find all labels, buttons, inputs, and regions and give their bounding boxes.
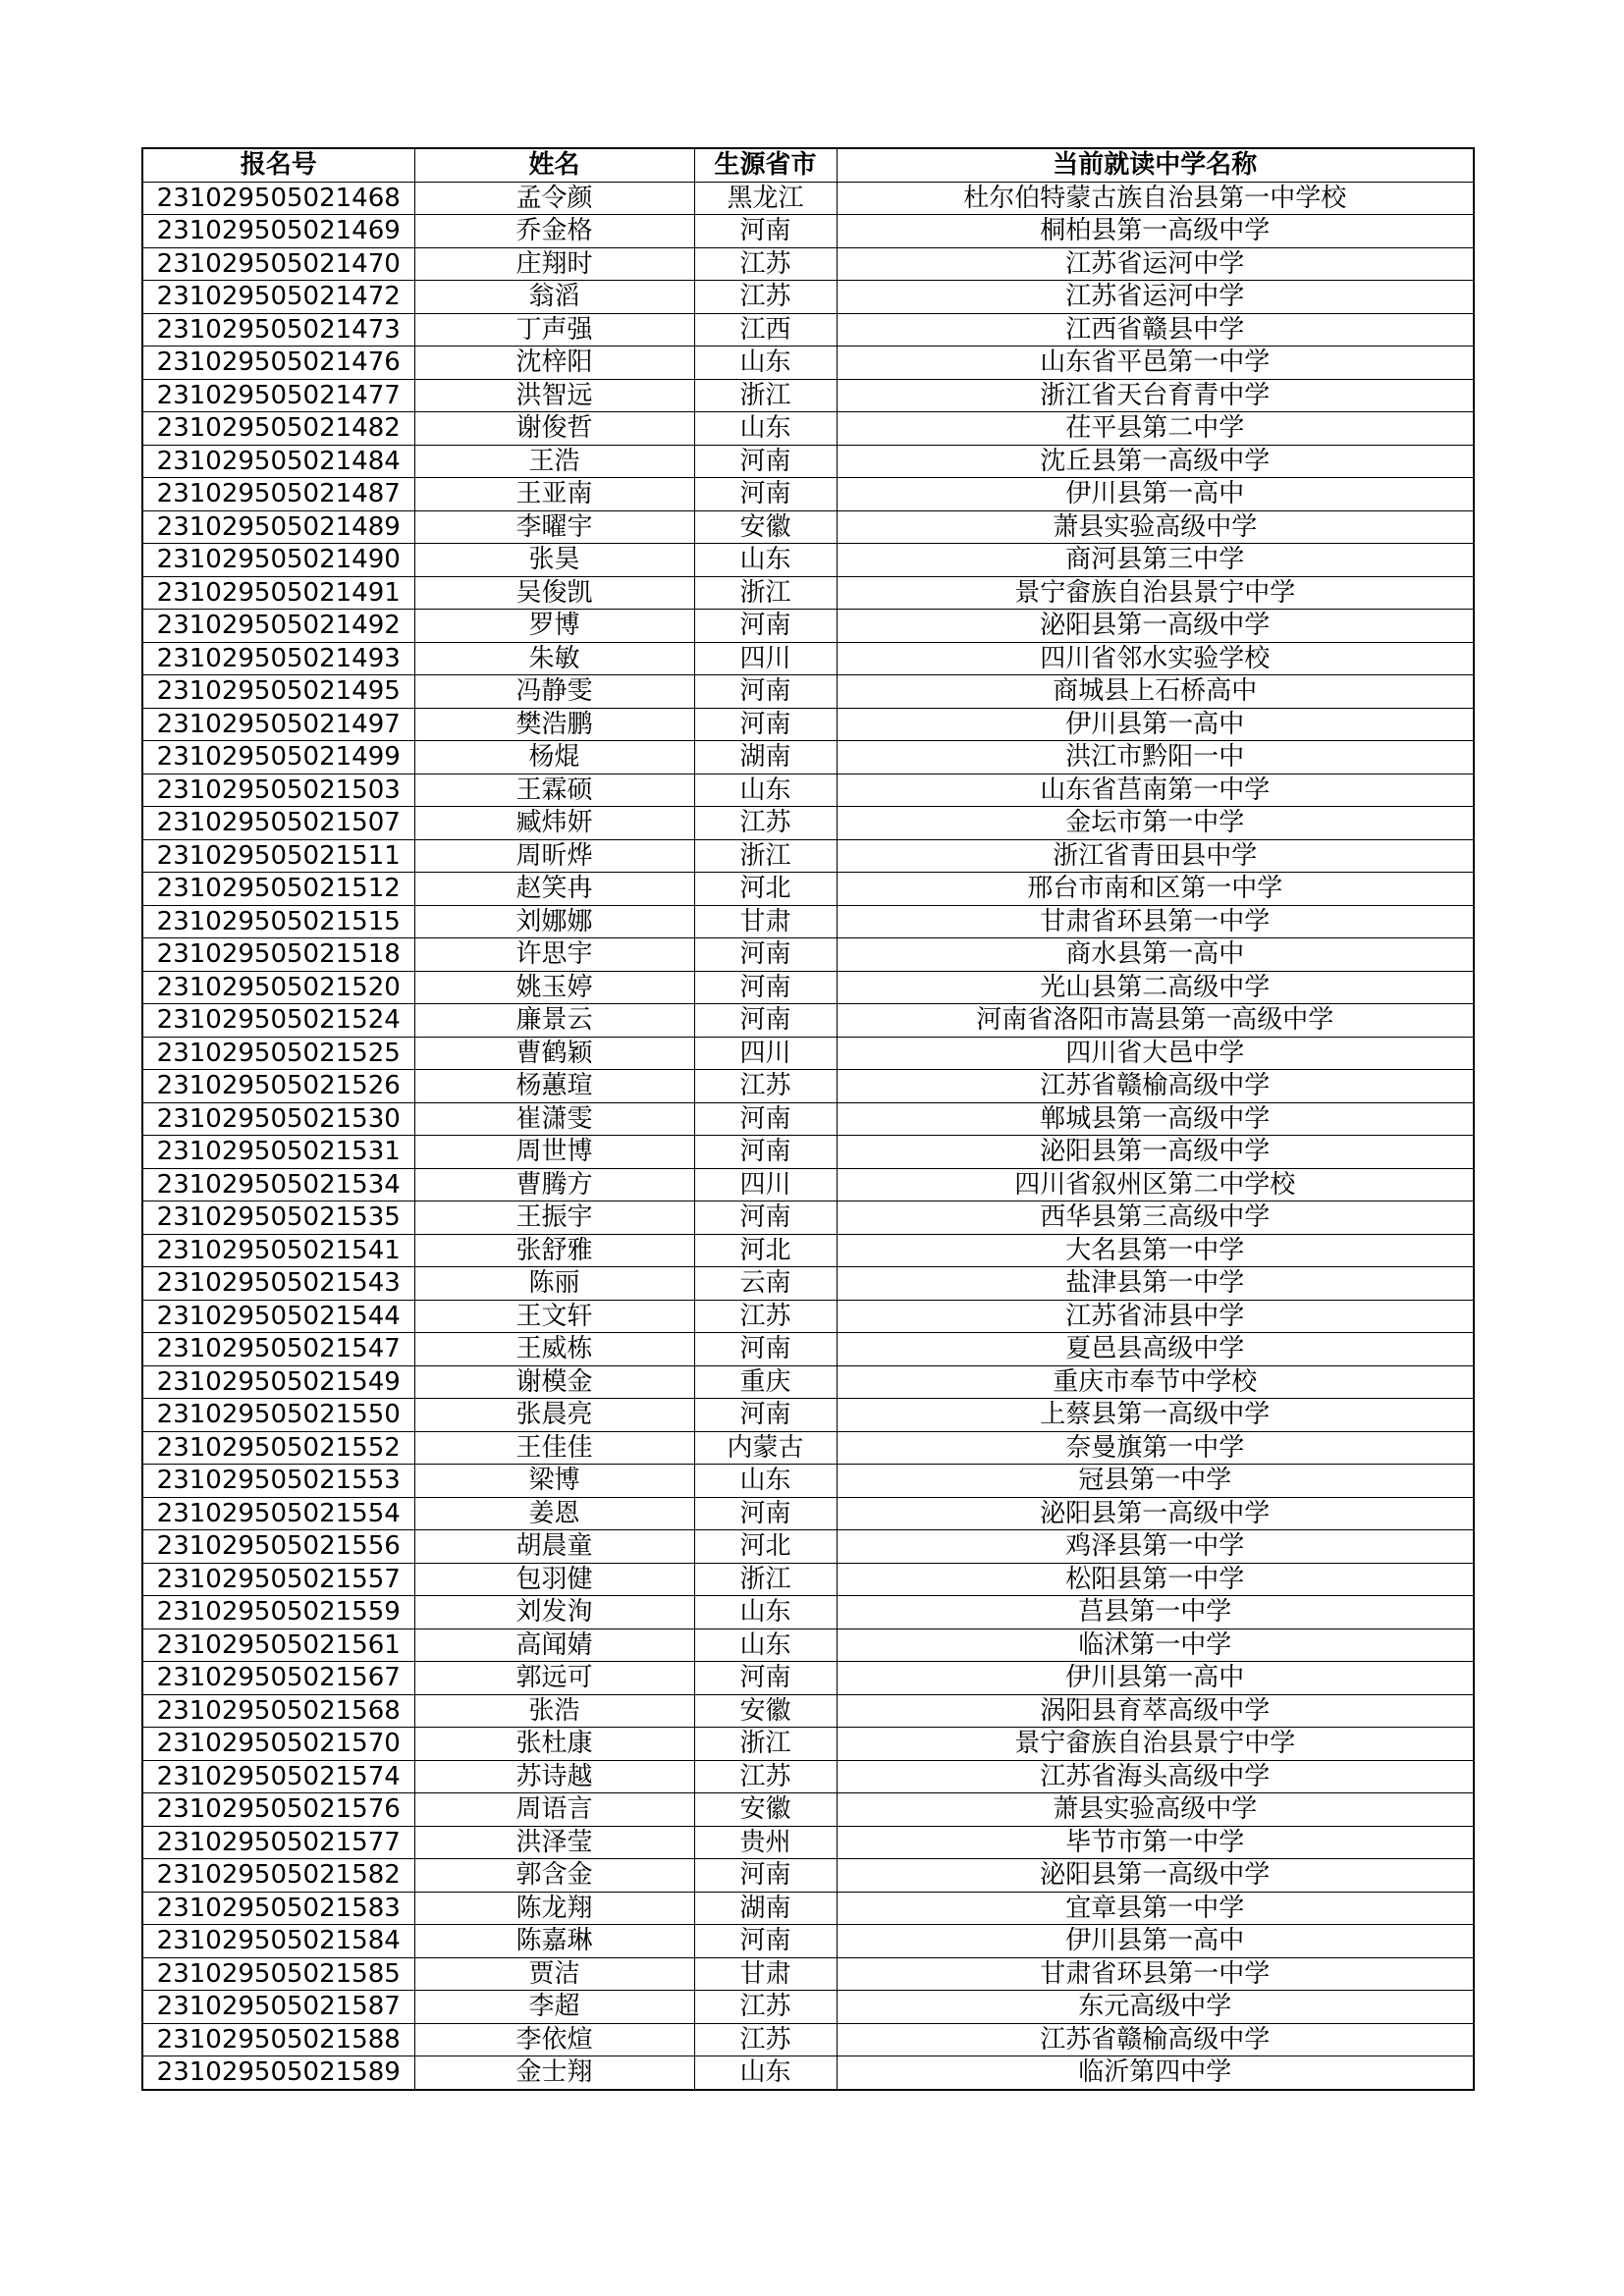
school-name-cell: 萧县实验高级中学 [837, 1793, 1474, 1827]
school-name-cell: 江苏省海头高级中学 [837, 1760, 1474, 1793]
registration-number-cell: 231029505021520 [142, 971, 414, 1004]
school-name-cell: 江苏省赣榆高级中学 [837, 1070, 1474, 1103]
table-row [142, 1629, 1474, 1662]
registration-number-cell: 231029505021561 [142, 1629, 414, 1662]
table-row [142, 347, 1474, 380]
table-row [142, 1300, 1474, 1333]
school-name-cell: 景宁畲族自治县景宁中学 [837, 1728, 1474, 1761]
student-name-cell: 周昕烨 [414, 839, 694, 873]
roster-body [142, 182, 1474, 2090]
table-row [142, 774, 1474, 807]
origin-province-cell: 内蒙古 [694, 1431, 837, 1465]
registration-number-cell: 231029505021507 [142, 807, 414, 840]
registration-number-cell: 231029505021525 [142, 1037, 414, 1070]
header-current-school: 当前就读中学名称 [837, 148, 1474, 182]
registration-number-cell: 231029505021493 [142, 642, 414, 675]
registration-number-cell: 231029505021550 [142, 1399, 414, 1432]
student-name-cell: 朱敏 [414, 642, 694, 675]
table-row [142, 1694, 1474, 1728]
table-row [142, 1333, 1474, 1366]
origin-province-cell: 河南 [694, 1102, 837, 1136]
registration-number-cell: 231029505021526 [142, 1070, 414, 1103]
registration-number-cell: 231029505021589 [142, 2056, 414, 2090]
school-name-cell: 泌阳县第一高级中学 [837, 1136, 1474, 1169]
origin-province-cell: 河南 [694, 445, 837, 478]
origin-province-cell: 河南 [694, 1662, 837, 1695]
school-name-cell: 江苏省运河中学 [837, 247, 1474, 281]
student-name-cell: 廉景云 [414, 1004, 694, 1038]
registration-number-cell: 231029505021547 [142, 1333, 414, 1366]
school-name-cell: 上蔡县第一高级中学 [837, 1399, 1474, 1432]
origin-province-cell: 山东 [694, 1465, 837, 1498]
student-name-cell: 沈梓阳 [414, 347, 694, 380]
origin-province-cell: 河南 [694, 1497, 837, 1530]
school-name-cell: 泌阳县第一高级中学 [837, 610, 1474, 643]
header-origin-province: 生源省市 [694, 148, 837, 182]
school-name-cell: 莒县第一中学 [837, 1596, 1474, 1629]
registration-number-cell: 231029505021476 [142, 347, 414, 380]
registration-number-cell: 231029505021518 [142, 938, 414, 972]
student-name-cell: 姚玉婷 [414, 971, 694, 1004]
school-name-cell: 甘肃省环县第一中学 [837, 905, 1474, 938]
school-name-cell: 临沭第一中学 [837, 1629, 1474, 1662]
school-name-cell: 四川省邻水实验学校 [837, 642, 1474, 675]
registration-number-cell: 231029505021511 [142, 839, 414, 873]
student-name-cell: 郭远可 [414, 1662, 694, 1695]
student-roster-table [141, 147, 1475, 2091]
table-row [142, 708, 1474, 741]
table-row [142, 478, 1474, 511]
student-name-cell: 罗博 [414, 610, 694, 643]
school-name-cell: 萧县实验高级中学 [837, 510, 1474, 544]
student-name-cell: 刘娜娜 [414, 905, 694, 938]
registration-number-cell: 231029505021576 [142, 1793, 414, 1827]
registration-number-cell: 231029505021534 [142, 1168, 414, 1201]
table-row [142, 1201, 1474, 1235]
student-name-cell: 臧炜妍 [414, 807, 694, 840]
table-row [142, 576, 1474, 610]
school-name-cell: 洪江市黔阳一中 [837, 741, 1474, 774]
table-row [142, 2023, 1474, 2056]
student-name-cell: 洪泽莹 [414, 1826, 694, 1859]
student-name-cell: 冯静雯 [414, 675, 694, 709]
student-name-cell: 周世博 [414, 1136, 694, 1169]
student-name-cell: 陈嘉琳 [414, 1925, 694, 1958]
school-name-cell: 松阳县第一中学 [837, 1563, 1474, 1596]
table-row [142, 741, 1474, 774]
student-name-cell: 杨焜 [414, 741, 694, 774]
school-name-cell: 东元高级中学 [837, 1991, 1474, 2024]
student-name-cell: 吴俊凯 [414, 576, 694, 610]
origin-province-cell: 浙江 [694, 576, 837, 610]
student-name-cell: 王佳佳 [414, 1431, 694, 1465]
registration-number-cell: 231029505021497 [142, 708, 414, 741]
table-row [142, 1234, 1474, 1267]
origin-province-cell: 江苏 [694, 1991, 837, 2024]
school-name-cell: 伊川县第一高中 [837, 1925, 1474, 1958]
table-row [142, 1563, 1474, 1596]
registration-number-cell: 231029505021468 [142, 182, 414, 215]
origin-province-cell: 山东 [694, 2056, 837, 2090]
origin-province-cell: 四川 [694, 1168, 837, 1201]
origin-province-cell: 河南 [694, 1399, 837, 1432]
origin-province-cell: 山东 [694, 774, 837, 807]
registration-number-cell: 231029505021477 [142, 379, 414, 412]
table-row [142, 1596, 1474, 1629]
school-name-cell: 郸城县第一高级中学 [837, 1102, 1474, 1136]
school-name-cell: 山东省平邑第一中学 [837, 347, 1474, 380]
origin-province-cell: 河北 [694, 1234, 837, 1267]
registration-number-cell: 231029505021559 [142, 1596, 414, 1629]
school-name-cell: 宜章县第一中学 [837, 1892, 1474, 1925]
table-row [142, 281, 1474, 314]
school-name-cell: 泌阳县第一高级中学 [837, 1497, 1474, 1530]
origin-province-cell: 安徽 [694, 1694, 837, 1728]
origin-province-cell: 浙江 [694, 1728, 837, 1761]
student-name-cell: 陈丽 [414, 1267, 694, 1301]
school-name-cell: 四川省大邑中学 [837, 1037, 1474, 1070]
student-name-cell: 梁博 [414, 1465, 694, 1498]
table-row [142, 510, 1474, 544]
registration-number-cell: 231029505021583 [142, 1892, 414, 1925]
header-name: 姓名 [414, 148, 694, 182]
origin-province-cell: 河南 [694, 1201, 837, 1235]
registration-number-cell: 231029505021469 [142, 215, 414, 248]
student-name-cell: 张晨亮 [414, 1399, 694, 1432]
school-name-cell: 伊川县第一高中 [837, 1662, 1474, 1695]
origin-province-cell: 河南 [694, 675, 837, 709]
registration-number-cell: 231029505021492 [142, 610, 414, 643]
school-name-cell: 江西省赣县中学 [837, 313, 1474, 347]
origin-province-cell: 河北 [694, 1530, 837, 1564]
table-row [142, 1497, 1474, 1530]
table-row [142, 1465, 1474, 1498]
school-name-cell: 鸡泽县第一中学 [837, 1530, 1474, 1564]
school-name-cell: 夏邑县高级中学 [837, 1333, 1474, 1366]
school-name-cell: 商城县上石桥高中 [837, 675, 1474, 709]
school-name-cell: 光山县第二高级中学 [837, 971, 1474, 1004]
school-name-cell: 茌平县第二中学 [837, 412, 1474, 446]
school-name-cell: 盐津县第一中学 [837, 1267, 1474, 1301]
origin-province-cell: 重庆 [694, 1365, 837, 1399]
origin-province-cell: 山东 [694, 412, 837, 446]
origin-province-cell: 河南 [694, 938, 837, 972]
table-row [142, 313, 1474, 347]
student-name-cell: 王威栋 [414, 1333, 694, 1366]
school-name-cell: 商水县第一高中 [837, 938, 1474, 972]
origin-province-cell: 四川 [694, 1037, 837, 1070]
table-row [142, 1399, 1474, 1432]
school-name-cell: 泌阳县第一高级中学 [837, 1859, 1474, 1893]
student-name-cell: 周语言 [414, 1793, 694, 1827]
school-name-cell: 毕节市第一中学 [837, 1826, 1474, 1859]
table-row [142, 807, 1474, 840]
registration-number-cell: 231029505021552 [142, 1431, 414, 1465]
student-name-cell: 姜恩 [414, 1497, 694, 1530]
origin-province-cell: 江苏 [694, 247, 837, 281]
school-name-cell: 涡阳县育萃高级中学 [837, 1694, 1474, 1728]
table-row [142, 1365, 1474, 1399]
registration-number-cell: 231029505021531 [142, 1136, 414, 1169]
registration-number-cell: 231029505021553 [142, 1465, 414, 1498]
student-name-cell: 王振宇 [414, 1201, 694, 1235]
school-name-cell: 邢台市南和区第一中学 [837, 873, 1474, 906]
table-row [142, 610, 1474, 643]
student-name-cell: 曹腾方 [414, 1168, 694, 1201]
registration-number-cell: 231029505021541 [142, 1234, 414, 1267]
origin-province-cell: 河南 [694, 1004, 837, 1038]
origin-province-cell: 云南 [694, 1267, 837, 1301]
table-row [142, 412, 1474, 446]
student-name-cell: 李依煊 [414, 2023, 694, 2056]
table-row [142, 1168, 1474, 1201]
table-row [142, 1957, 1474, 1991]
student-name-cell: 李曜宇 [414, 510, 694, 544]
student-name-cell: 孟令颜 [414, 182, 694, 215]
student-name-cell: 王文轩 [414, 1300, 694, 1333]
table-row [142, 873, 1474, 906]
header-registration-number: 报名号 [142, 148, 414, 182]
student-name-cell: 樊浩鹏 [414, 708, 694, 741]
origin-province-cell: 河南 [694, 1859, 837, 1893]
table-row [142, 1070, 1474, 1103]
registration-number-cell: 231029505021570 [142, 1728, 414, 1761]
origin-province-cell: 江苏 [694, 1070, 837, 1103]
origin-province-cell: 浙江 [694, 1563, 837, 1596]
student-name-cell: 翁滔 [414, 281, 694, 314]
school-name-cell: 商河县第三中学 [837, 544, 1474, 577]
registration-number-cell: 231029505021491 [142, 576, 414, 610]
student-name-cell: 金士翔 [414, 2056, 694, 2090]
school-name-cell: 景宁畲族自治县景宁中学 [837, 576, 1474, 610]
school-name-cell: 大名县第一中学 [837, 1234, 1474, 1267]
student-name-cell: 张浩 [414, 1694, 694, 1728]
table-row [142, 1037, 1474, 1070]
registration-number-cell: 231029505021482 [142, 412, 414, 446]
registration-number-cell: 231029505021484 [142, 445, 414, 478]
registration-number-cell: 231029505021512 [142, 873, 414, 906]
registration-number-cell: 231029505021549 [142, 1365, 414, 1399]
registration-number-cell: 231029505021524 [142, 1004, 414, 1038]
school-name-cell: 奈曼旗第一中学 [837, 1431, 1474, 1465]
student-name-cell: 高闻婧 [414, 1629, 694, 1662]
origin-province-cell: 山东 [694, 1596, 837, 1629]
origin-province-cell: 甘肃 [694, 1957, 837, 1991]
school-name-cell: 浙江省天台育青中学 [837, 379, 1474, 412]
registration-number-cell: 231029505021582 [142, 1859, 414, 1893]
school-name-cell: 西华县第三高级中学 [837, 1201, 1474, 1235]
origin-province-cell: 湖南 [694, 1892, 837, 1925]
table-row [142, 938, 1474, 972]
origin-province-cell: 甘肃 [694, 905, 837, 938]
registration-number-cell: 231029505021588 [142, 2023, 414, 2056]
student-name-cell: 崔潇雯 [414, 1102, 694, 1136]
school-name-cell: 沈丘县第一高级中学 [837, 445, 1474, 478]
origin-province-cell: 江西 [694, 313, 837, 347]
origin-province-cell: 河南 [694, 971, 837, 1004]
registration-number-cell: 231029505021554 [142, 1497, 414, 1530]
registration-number-cell: 231029505021473 [142, 313, 414, 347]
table-row [142, 642, 1474, 675]
table-row [142, 1925, 1474, 1958]
origin-province-cell: 山东 [694, 544, 837, 577]
table-row [142, 839, 1474, 873]
table-row [142, 1431, 1474, 1465]
registration-number-cell: 231029505021530 [142, 1102, 414, 1136]
origin-province-cell: 贵州 [694, 1826, 837, 1859]
student-name-cell: 洪智远 [414, 379, 694, 412]
registration-number-cell: 231029505021557 [142, 1563, 414, 1596]
student-name-cell: 陈龙翔 [414, 1892, 694, 1925]
registration-number-cell: 231029505021503 [142, 774, 414, 807]
student-name-cell: 许思宇 [414, 938, 694, 972]
student-name-cell: 曹鹤颖 [414, 1037, 694, 1070]
student-name-cell: 包羽健 [414, 1563, 694, 1596]
student-name-cell: 贾洁 [414, 1957, 694, 1991]
student-name-cell: 郭含金 [414, 1859, 694, 1893]
table-row [142, 544, 1474, 577]
origin-province-cell: 湖南 [694, 741, 837, 774]
school-name-cell: 浙江省青田县中学 [837, 839, 1474, 873]
student-name-cell: 王亚南 [414, 478, 694, 511]
registration-number-cell: 231029505021543 [142, 1267, 414, 1301]
registration-number-cell: 231029505021489 [142, 510, 414, 544]
school-name-cell: 重庆市奉节中学校 [837, 1365, 1474, 1399]
origin-province-cell: 河南 [694, 610, 837, 643]
table-row [142, 2056, 1474, 2090]
table-row [142, 1136, 1474, 1169]
school-name-cell: 甘肃省环县第一中学 [837, 1957, 1474, 1991]
table-row [142, 1267, 1474, 1301]
origin-province-cell: 河南 [694, 478, 837, 511]
student-name-cell: 杨蕙瑄 [414, 1070, 694, 1103]
table-row [142, 1793, 1474, 1827]
origin-province-cell: 河南 [694, 1333, 837, 1366]
registration-number-cell: 231029505021544 [142, 1300, 414, 1333]
registration-number-cell: 231029505021587 [142, 1991, 414, 2024]
student-name-cell: 刘发洵 [414, 1596, 694, 1629]
registration-number-cell: 231029505021515 [142, 905, 414, 938]
table-row [142, 1826, 1474, 1859]
school-name-cell: 杜尔伯特蒙古族自治县第一中学校 [837, 182, 1474, 215]
table-row [142, 1892, 1474, 1925]
table-row [142, 1728, 1474, 1761]
registration-number-cell: 231029505021567 [142, 1662, 414, 1695]
table-row [142, 1530, 1474, 1564]
school-name-cell: 伊川县第一高中 [837, 708, 1474, 741]
origin-province-cell: 浙江 [694, 379, 837, 412]
school-name-cell: 江苏省运河中学 [837, 281, 1474, 314]
school-name-cell: 伊川县第一高中 [837, 478, 1474, 511]
header-row [142, 148, 1474, 182]
table-row [142, 445, 1474, 478]
table-row [142, 182, 1474, 215]
student-name-cell: 张昊 [414, 544, 694, 577]
origin-province-cell: 浙江 [694, 839, 837, 873]
registration-number-cell: 231029505021487 [142, 478, 414, 511]
registration-number-cell: 231029505021585 [142, 1957, 414, 1991]
school-name-cell: 山东省莒南第一中学 [837, 774, 1474, 807]
table-row [142, 1004, 1474, 1038]
student-name-cell: 赵笑冉 [414, 873, 694, 906]
origin-province-cell: 江苏 [694, 807, 837, 840]
origin-province-cell: 江苏 [694, 1300, 837, 1333]
origin-province-cell: 河南 [694, 1925, 837, 1958]
registration-number-cell: 231029505021556 [142, 1530, 414, 1564]
table-row [142, 1991, 1474, 2024]
student-name-cell: 乔金格 [414, 215, 694, 248]
table-row [142, 905, 1474, 938]
table-row [142, 1859, 1474, 1893]
school-name-cell: 江苏省沛县中学 [837, 1300, 1474, 1333]
student-name-cell: 丁声强 [414, 313, 694, 347]
origin-province-cell: 河南 [694, 708, 837, 741]
registration-number-cell: 231029505021499 [142, 741, 414, 774]
origin-province-cell: 江苏 [694, 2023, 837, 2056]
origin-province-cell: 山东 [694, 1629, 837, 1662]
table-row [142, 675, 1474, 709]
table-row [142, 971, 1474, 1004]
origin-province-cell: 黑龙江 [694, 182, 837, 215]
table-row [142, 215, 1474, 248]
registration-number-cell: 231029505021535 [142, 1201, 414, 1235]
student-name-cell: 谢俊哲 [414, 412, 694, 446]
student-name-cell: 张舒雅 [414, 1234, 694, 1267]
table-row [142, 1760, 1474, 1793]
roster-sheet [141, 147, 1473, 2091]
student-name-cell: 胡晨童 [414, 1530, 694, 1564]
student-name-cell: 李超 [414, 1991, 694, 2024]
registration-number-cell: 231029505021470 [142, 247, 414, 281]
school-name-cell: 桐柏县第一高级中学 [837, 215, 1474, 248]
origin-province-cell: 河北 [694, 873, 837, 906]
registration-number-cell: 231029505021568 [142, 1694, 414, 1728]
table-row [142, 1662, 1474, 1695]
school-name-cell: 四川省叙州区第二中学校 [837, 1168, 1474, 1201]
table-row [142, 1102, 1474, 1136]
student-name-cell: 张杜康 [414, 1728, 694, 1761]
student-name-cell: 王浩 [414, 445, 694, 478]
registration-number-cell: 231029505021490 [142, 544, 414, 577]
registration-number-cell: 231029505021574 [142, 1760, 414, 1793]
origin-province-cell: 河南 [694, 215, 837, 248]
student-name-cell: 谢模金 [414, 1365, 694, 1399]
school-name-cell: 临沂第四中学 [837, 2056, 1474, 2090]
origin-province-cell: 河南 [694, 1136, 837, 1169]
origin-province-cell: 山东 [694, 347, 837, 380]
table-row [142, 379, 1474, 412]
origin-province-cell: 安徽 [694, 1793, 837, 1827]
school-name-cell: 金坛市第一中学 [837, 807, 1474, 840]
origin-province-cell: 江苏 [694, 281, 837, 314]
school-name-cell: 冠县第一中学 [837, 1465, 1474, 1498]
school-name-cell: 河南省洛阳市嵩县第一高级中学 [837, 1004, 1474, 1038]
origin-province-cell: 安徽 [694, 510, 837, 544]
origin-province-cell: 四川 [694, 642, 837, 675]
school-name-cell: 江苏省赣榆高级中学 [837, 2023, 1474, 2056]
registration-number-cell: 231029505021577 [142, 1826, 414, 1859]
table-row [142, 247, 1474, 281]
origin-province-cell: 江苏 [694, 1760, 837, 1793]
registration-number-cell: 231029505021472 [142, 281, 414, 314]
registration-number-cell: 231029505021584 [142, 1925, 414, 1958]
student-name-cell: 苏诗越 [414, 1760, 694, 1793]
student-name-cell: 庄翔时 [414, 247, 694, 281]
student-name-cell: 王霖硕 [414, 774, 694, 807]
registration-number-cell: 231029505021495 [142, 675, 414, 709]
